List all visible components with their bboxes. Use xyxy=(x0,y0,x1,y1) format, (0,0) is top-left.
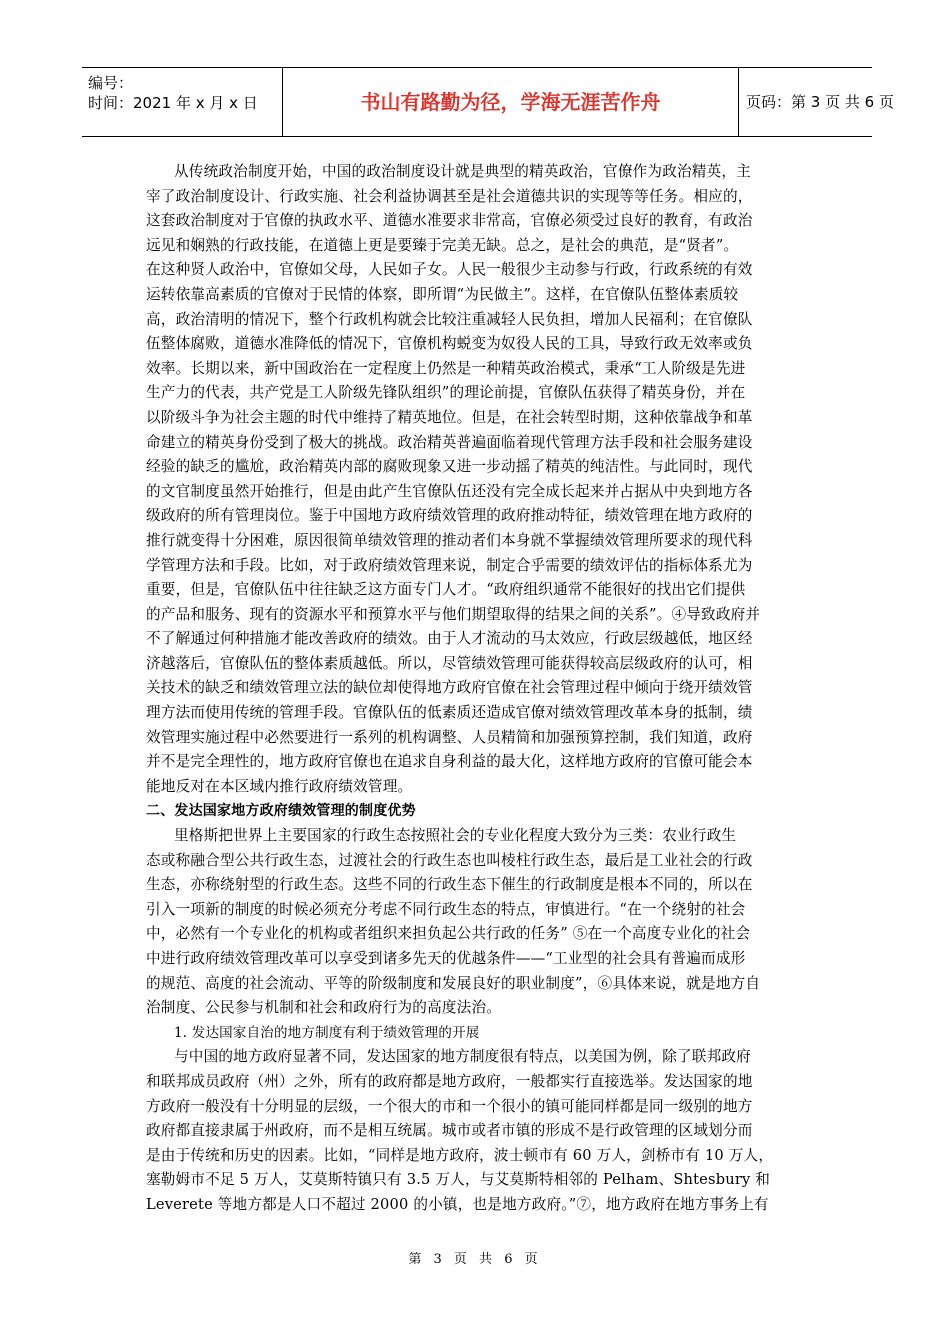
body-line: 效管理实施过程中必然要进行一系列的机构调整、人员精简和加强预算控制，我们知道，政府 xyxy=(146,728,753,746)
motto: 书山有路勤为径，学海无涯苦作舟 xyxy=(360,90,661,114)
header-table xyxy=(82,67,894,137)
body-line: 和联邦成员政府（州）之外，所有的政府都是地方政府，一般都实行直接选举。发达国家的地 xyxy=(146,1072,753,1090)
document-body xyxy=(146,160,808,1218)
body-line: 济越落后，官僚队伍的整体素质越低。所以，尽管绩效管理可能获得较高层级政府的认可，相 xyxy=(146,654,753,672)
body-line: 治制度、公民参与机制和社会和政府行为的高度法治。 xyxy=(146,999,502,1017)
body-line: 不了解通过何种措施才能改善政府的绩效。由于人才流动的马太效应，行政层级越低，地区经 xyxy=(146,630,753,648)
header-page-cell xyxy=(738,68,894,136)
body-line: 引入一项新的制度的时候必须充分考虑不同行政生态的特点，审慎进行。“在一个绕射的社会 xyxy=(146,900,746,918)
body-line: 理方法而使用传统的管理手段。官僚队伍的低素质还造成官僚对绩效管理改革本身的抵制，绩 xyxy=(146,704,753,722)
body-line: 学管理方法和手段。比如，对于政府绩效管理来说，制定合乎需要的绩效评估的指标体系尤为 xyxy=(146,556,753,574)
body-line: 的规范、高度的社会流动、平等的阶级制度和发展良好的职业制度”，⑥具体来说，就是地方自 xyxy=(146,974,761,992)
body-line: 里格斯把世界上主要国家的行政生态按照社会的专业化程度大致分为三类：农业行政生 xyxy=(174,827,737,845)
body-line: 的产品和服务、现有的资源水平和预算水平与他们期望取得的结果之间的关系”。④导致政府并 xyxy=(146,605,761,623)
body-line: 生产力的代表，共产党是工人阶级先锋队组织”的理论前提，官僚队伍获得了精英身份，并在 xyxy=(146,384,746,402)
body-line: 效率。长期以来，新中国政治在一定程度上仍然是一种精英政治模式，秉承“工人阶级是先进 xyxy=(146,359,746,377)
body-line: 政府都直接隶属于州政府，而不是相互统属。城市或者市镇的形成不是行政管理的区域划分而 xyxy=(146,1122,753,1140)
body-line: 伍整体腐败，道德水准降低的情况下，官僚机构蜕变为奴役人民的工具，导致行政无效率或负 xyxy=(146,335,753,353)
body-line: 宰了政治制度设计、行政实施、社会利益协调甚至是社会道德共识的实现等等任务。相应的， xyxy=(146,187,753,205)
body-line: 从传统政治制度开始，中国的政治制度设计就是典型的精英政治，官僚作为政治精英，主 xyxy=(174,163,751,180)
header-motto-cell xyxy=(282,68,739,136)
body-line: 这套政治制度对于官僚的执政水平、道德水准要求非常高，官僚必须受过良好的教育，有政治 xyxy=(146,212,753,230)
body-line: 级政府的所有管理岗位。鉴于中国地方政府绩效管理的政府推动特征，绩效管理在地方政府的 xyxy=(146,507,753,525)
body-line: 命建立的精英身份受到了极大的挑战。政治精英普遍面临着现代管理方法手段和社会服务建设 xyxy=(146,433,753,451)
body-line: 关技术的缺乏和绩效管理立法的缺位却使得地方政府官僚在社会管理过程中倾向于绕开绩效管 xyxy=(146,679,753,697)
body-line: 能地反对在本区域内推行政府绩效管理。 xyxy=(146,777,413,795)
body-line: 以阶级斗争为社会主题的时代中维持了精英地位。但是，在社会转型时期，这种依靠战争和革 xyxy=(146,408,753,426)
body-line: 塞勒姆市不足 5 万人，艾莫斯特镇只有 3.5 万人，与艾莫斯特相邻的 Pelham、Shtesbury 和 xyxy=(146,1171,771,1189)
body-line: 与中国的地方政府显著不同，发达国家的地方制度很有特点，以美国为例，除了联邦政府 xyxy=(174,1048,751,1066)
body-line: 远见和娴熟的行政技能，在道德上更是要臻于完美无缺。总之，是社会的典范，是“贤者”。 xyxy=(146,236,739,254)
page-code: 页码：第 3 页 共 6 页 xyxy=(746,93,894,111)
body-line: 中进行政府绩效管理改革可以享受到诸多先天的优越条件——“工业型的社会具有普遍而成形 xyxy=(146,950,746,967)
body-line: 经验的缺乏的尴尬，政治精英内部的腐败现象又进一步动摇了精英的纯洁性。与此同时，现代 xyxy=(146,458,753,476)
body-line: 的文官制度虽然开始推行，但是由此产生官僚队伍还没有完全成长起来并占据从中央到地方各 xyxy=(146,482,753,500)
body-line: 是由于传统和历史的因素。比如，“同样是地方政府，波士顿市有 60 万人，剑桥市有 10 万人， xyxy=(146,1146,774,1164)
subsection-heading: 1. 发达国家自治的地方制度有利于绩效管理的开展 xyxy=(174,1024,480,1041)
body-line: 在这种贤人政治中，官僚如父母，人民如子女。人民一般很少主动参与行政，行政系统的有效 xyxy=(146,261,753,279)
section-heading: 二、发达国家地方政府绩效管理的制度优势 xyxy=(146,803,416,820)
body-line: 推行就变得十分困难，原因很简单绩效管理的推动者们本身就不掌握绩效管理所要求的现代科 xyxy=(146,531,753,549)
page-footer: 第 3 页 共 6 页 xyxy=(408,1252,542,1267)
body-line: 中，必然有一个专业化的机构或者组织来担负起公共行政的任务” ⑤在一个高度专业化的社会 xyxy=(146,925,751,943)
body-line: Leverete 等地方都是人口不超过 2000 的小镇，也是地方政府。”⑦，地方政府在地方事务上有 xyxy=(146,1195,769,1213)
number-label: 编号： xyxy=(88,74,134,92)
body-line: 重要，但是，官僚队伍中往往缺乏这方面专门人才。“政府组织通常不能很好的找出它们提供 xyxy=(146,581,746,599)
body-line: 生态，亦称绕射型的行政生态。这些不同的行政生态下催生的行政制度是根本不同的，所以在 xyxy=(146,876,753,894)
header-info-cell xyxy=(82,68,282,136)
body-line: 高，政治清明的情况下，整个行政机构就会比较注重减轻人民负担，增加人民福利；在官僚队 xyxy=(146,310,753,328)
body-line: 并不是完全理性的，地方政府官僚也在追求自身利益的最大化，这样地方政府的官僚可能会本 xyxy=(146,753,753,771)
body-line: 运转依靠高素质的官僚对于民情的体察，即所谓“为民做主”。这样，在官僚队伍整体素质较 xyxy=(146,285,739,303)
body-line: 态或称融合型公共行政生态，过渡社会的行政生态也叫棱柱行政生态，最后是工业社会的行政 xyxy=(146,851,753,869)
date-label: 时间：2021 年 x 月 x 日 xyxy=(88,94,258,112)
body-line: 方政府一般没有十分明显的层级，一个很大的市和一个很小的镇可能同样都是同一级别的地方 xyxy=(146,1097,753,1115)
